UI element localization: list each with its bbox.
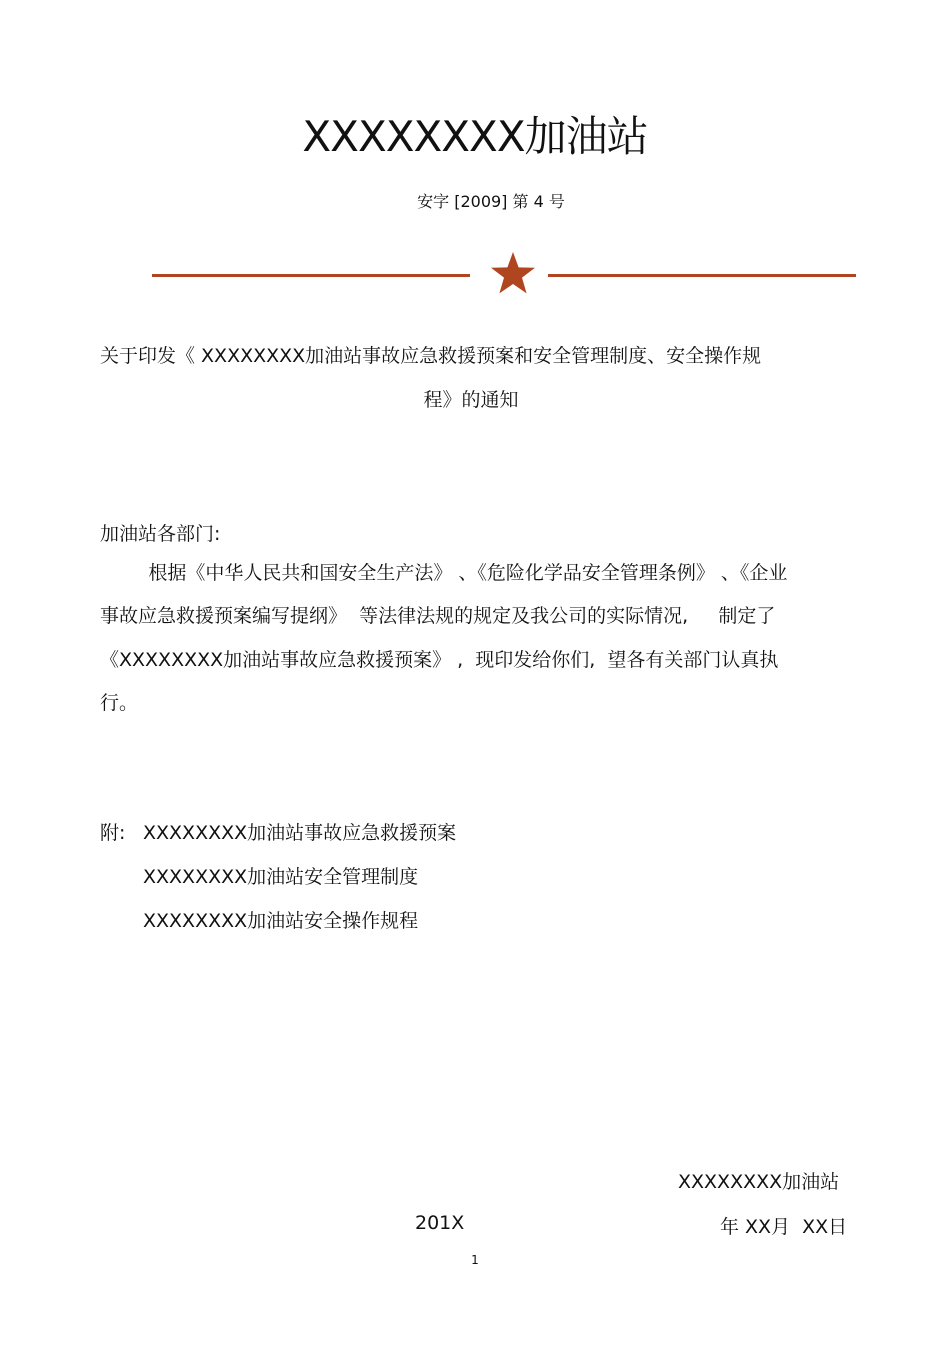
attachment-item: XXXXXXXX加油站事故应急救援预案: [143, 822, 457, 844]
signature-date-year: 201X: [415, 1212, 465, 1234]
attachments-label: 附:: [100, 822, 126, 844]
attachment-item: XXXXXXXX加油站安全管理制度: [143, 866, 419, 888]
page-number: 1: [471, 1253, 479, 1267]
notice-title-line-1: 关于印发《 XXXXXXXX加油站事故应急救援预案和安全管理制度、安全操作规: [100, 345, 762, 367]
signature-date-rest: 年 XX月 XX日: [720, 1216, 848, 1238]
signature-organization: XXXXXXXX加油站: [678, 1171, 840, 1193]
paragraph-line: 《XXXXXXXX加油站事故应急救援预案》 , 现印发给你们, 望各有关部门认真执: [100, 649, 779, 671]
notice-title-line-2: 程》的通知: [423, 389, 519, 411]
salutation: 加油站各部门:: [100, 523, 221, 545]
star-icon: [490, 251, 536, 295]
divider-left: [152, 274, 470, 277]
attachment-item: XXXXXXXX加油站安全操作规程: [143, 910, 419, 932]
paragraph-line: 行。: [100, 692, 139, 714]
document-title: XXXXXXXX加油站: [302, 112, 648, 161]
paragraph-line: 根据《中华人民共和国安全生产法》 、《危险化学品安全管理条例》 、《企业: [100, 562, 788, 584]
divider-right: [548, 274, 856, 277]
document-number: 安字 [2009] 第 4 号: [417, 192, 565, 211]
paragraph-line: 事故应急救援预案编写提纲》 等法律法规的规定及我公司的实际情况, 制定了: [100, 605, 776, 627]
